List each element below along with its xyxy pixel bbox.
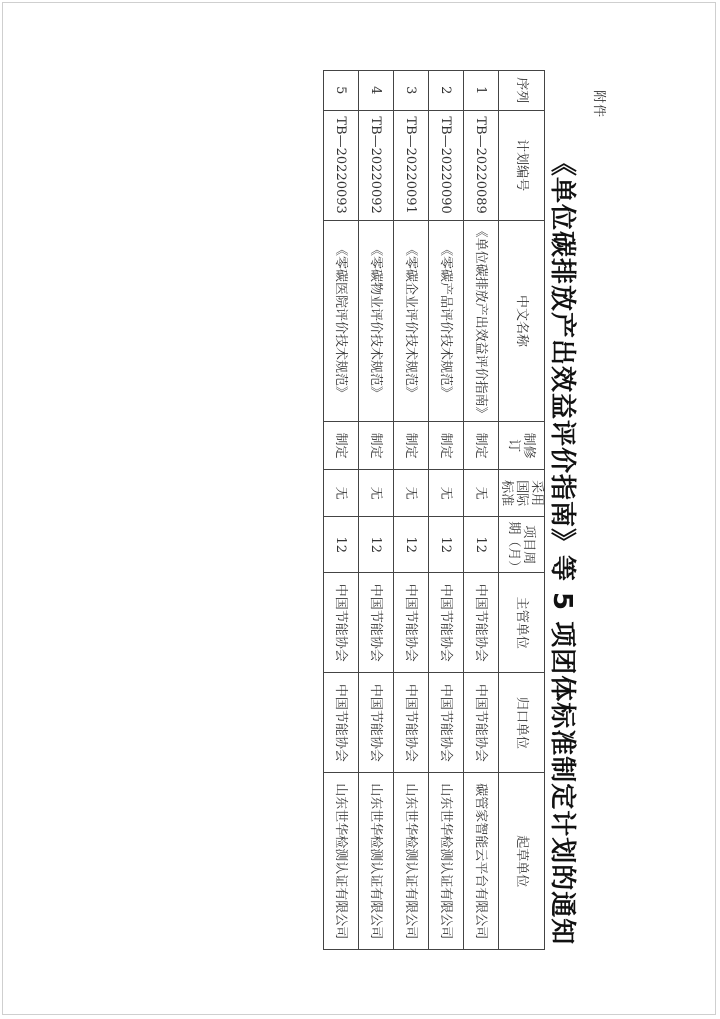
cell-period: 12 — [394, 517, 429, 573]
cell-adopt-std: 无 — [324, 469, 359, 516]
cell-unit: 中国节能协会 — [394, 673, 429, 773]
cell-dept: 中国节能协会 — [464, 573, 499, 673]
cell-code: TB—20220093 — [324, 110, 359, 220]
table-row — [324, 71, 359, 950]
header-code: 计划编号 — [499, 110, 545, 220]
cell-period: 12 — [324, 517, 359, 573]
cell-name: 《零碳物业评价技术规范》 — [359, 220, 394, 422]
cell-code: TB—20220089 — [464, 110, 499, 220]
table-row — [429, 71, 464, 950]
cell-no: 2 — [429, 71, 464, 111]
header-no: 序列 — [499, 71, 545, 111]
header-adopt-std: 采用国际标准 — [499, 469, 545, 516]
cell-revision: 制定 — [464, 422, 499, 469]
cell-code: TB—20220090 — [429, 110, 464, 220]
cell-name: 《零碳医院评价技术规范》 — [324, 220, 359, 422]
cell-dept: 中国节能协会 — [429, 573, 464, 673]
standards-plan-table — [323, 70, 545, 950]
cell-name: 《零碳企业评价技术规范》 — [394, 220, 429, 422]
cell-adopt-std: 无 — [394, 469, 429, 516]
cell-code: TB—20220092 — [359, 110, 394, 220]
cell-revision: 制定 — [324, 422, 359, 469]
attachment-label: 附件 — [591, 90, 606, 119]
cell-no: 5 — [324, 71, 359, 111]
cell-unit: 中国节能协会 — [464, 673, 499, 773]
table-header-row — [499, 71, 545, 950]
header-drafter: 起草单位 — [499, 773, 545, 950]
cell-code: TB—20220091 — [394, 110, 429, 220]
cell-no: 1 — [464, 71, 499, 111]
cell-revision: 制定 — [429, 422, 464, 469]
cell-dept: 中国节能协会 — [359, 573, 394, 673]
cell-period: 12 — [464, 517, 499, 573]
cell-drafter: 山东世华检测认证有限公司 — [394, 773, 429, 950]
header-unit: 归口单位 — [499, 673, 545, 773]
cell-period: 12 — [429, 517, 464, 573]
cell-name: 《单位碳排放产出效益评价指南》 — [464, 220, 499, 422]
header-revision: 制修订 — [499, 422, 545, 469]
cell-drafter: 碳管家智能云平台有限公司 — [464, 773, 499, 950]
cell-adopt-std: 无 — [359, 469, 394, 516]
header-period: 项目周期（月） — [499, 517, 545, 573]
cell-unit: 中国节能协会 — [429, 673, 464, 773]
cell-no: 4 — [359, 71, 394, 111]
cell-name: 《零碳产品评价技术规范》 — [429, 220, 464, 422]
cell-adopt-std: 无 — [464, 469, 499, 516]
cell-dept: 中国节能协会 — [394, 573, 429, 673]
cell-no: 3 — [394, 71, 429, 111]
document-title: 《单位碳排放产出效益评价指南》等 5 项团体标准制定计划的通知 — [547, 150, 577, 946]
table-row — [464, 71, 499, 950]
table-row — [394, 71, 429, 950]
cell-unit: 中国节能协会 — [359, 673, 394, 773]
cell-period: 12 — [359, 517, 394, 573]
cell-dept: 中国节能协会 — [324, 573, 359, 673]
cell-drafter: 山东世华检测认证有限公司 — [359, 773, 394, 950]
cell-revision: 制定 — [394, 422, 429, 469]
cell-drafter: 山东世华检测认证有限公司 — [429, 773, 464, 950]
table-row — [359, 71, 394, 950]
cell-adopt-std: 无 — [429, 469, 464, 516]
header-dept: 主管单位 — [499, 573, 545, 673]
header-name: 中文名称 — [499, 220, 545, 422]
cell-unit: 中国节能协会 — [324, 673, 359, 773]
cell-drafter: 山东世华检测认证有限公司 — [324, 773, 359, 950]
cell-revision: 制定 — [359, 422, 394, 469]
